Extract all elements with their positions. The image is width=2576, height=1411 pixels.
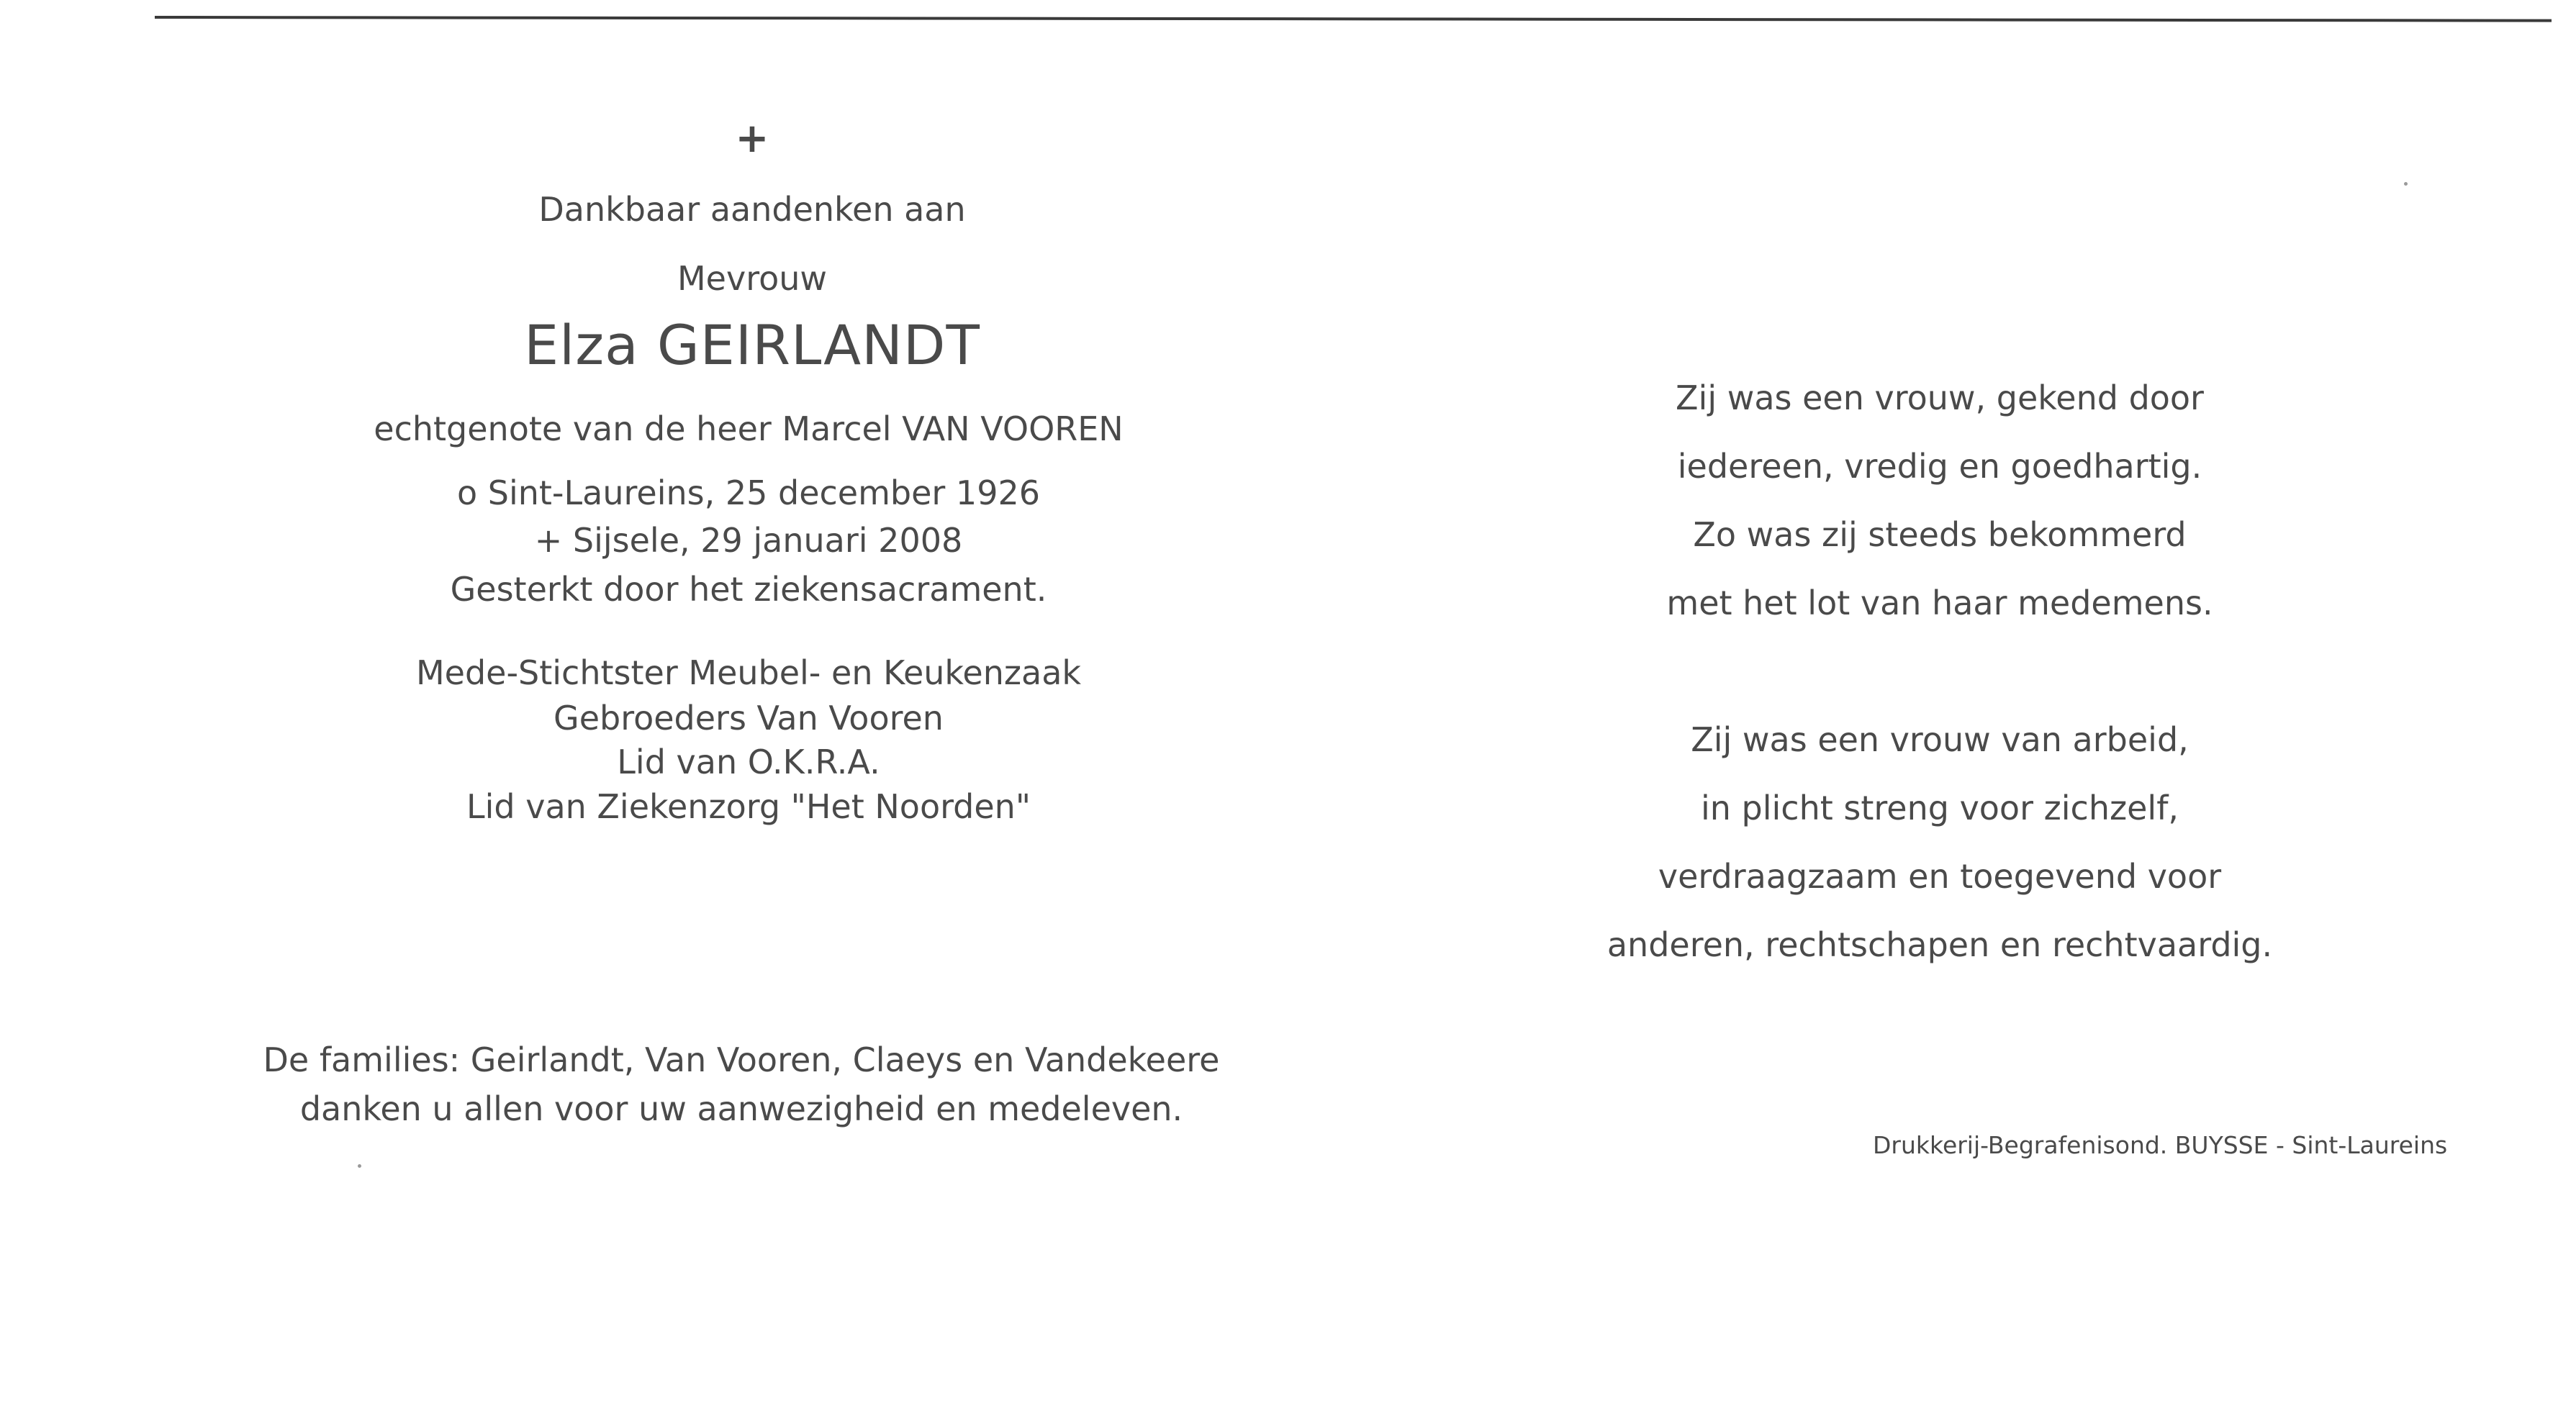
role-line: Lid van O.K.R.A. bbox=[617, 743, 880, 781]
printer-credit: Drukkerij-Begrafenisond. BUYSSE - Sint-Laureins bbox=[1873, 1131, 2448, 1159]
birth-line: o Sint-Laureins, 25 december 1926 bbox=[456, 473, 1041, 512]
top-rule bbox=[155, 16, 2552, 22]
poem-line: met het lot van haar medemens. bbox=[1666, 584, 2213, 622]
salutation: Mevrouw bbox=[677, 259, 828, 298]
scan-speck bbox=[358, 1164, 361, 1168]
cross-symbol: + bbox=[735, 115, 769, 162]
poem-line: Zij was een vrouw van arbeid, bbox=[1691, 720, 2189, 759]
deceased-name: Elza GEIRLANDT bbox=[524, 313, 980, 377]
poem-line: Zo was zij steeds bekommerd bbox=[1693, 515, 2187, 554]
poem-line: verdraagzaam en toegevend voor bbox=[1658, 857, 2222, 896]
thanks-line: danken u allen voor uw aanwezigheid en medeleven. bbox=[299, 1089, 1183, 1128]
scan-speck bbox=[2404, 182, 2408, 186]
poem-line: Zij was een vrouw, gekend door bbox=[1676, 378, 2204, 417]
death-line: + Sijsele, 29 januari 2008 bbox=[534, 521, 963, 560]
role-line: Gebroeders Van Vooren bbox=[553, 699, 944, 738]
thanks-line: De families: Geirlandt, Van Vooren, Claeys en Vandekeere bbox=[263, 1040, 1220, 1079]
role-line: Mede-Stichtster Meubel- en Keukenzaak bbox=[415, 653, 1082, 692]
poem-line: in plicht streng voor zichzelf, bbox=[1700, 789, 2179, 827]
sacrament-line: Gesterkt door het ziekensacrament. bbox=[450, 570, 1047, 609]
remembrance-heading: Dankbaar aandenken aan bbox=[538, 190, 966, 229]
poem-line: anderen, rechtschapen en rechtvaardig. bbox=[1606, 925, 2273, 964]
role-line: Lid van Ziekenzorg "Het Noorden" bbox=[466, 787, 1031, 826]
spouse-line: echtgenote van de heer Marcel VAN VOOREN bbox=[374, 409, 1124, 448]
poem-line: iedereen, vredig en goedhartig. bbox=[1677, 447, 2202, 486]
